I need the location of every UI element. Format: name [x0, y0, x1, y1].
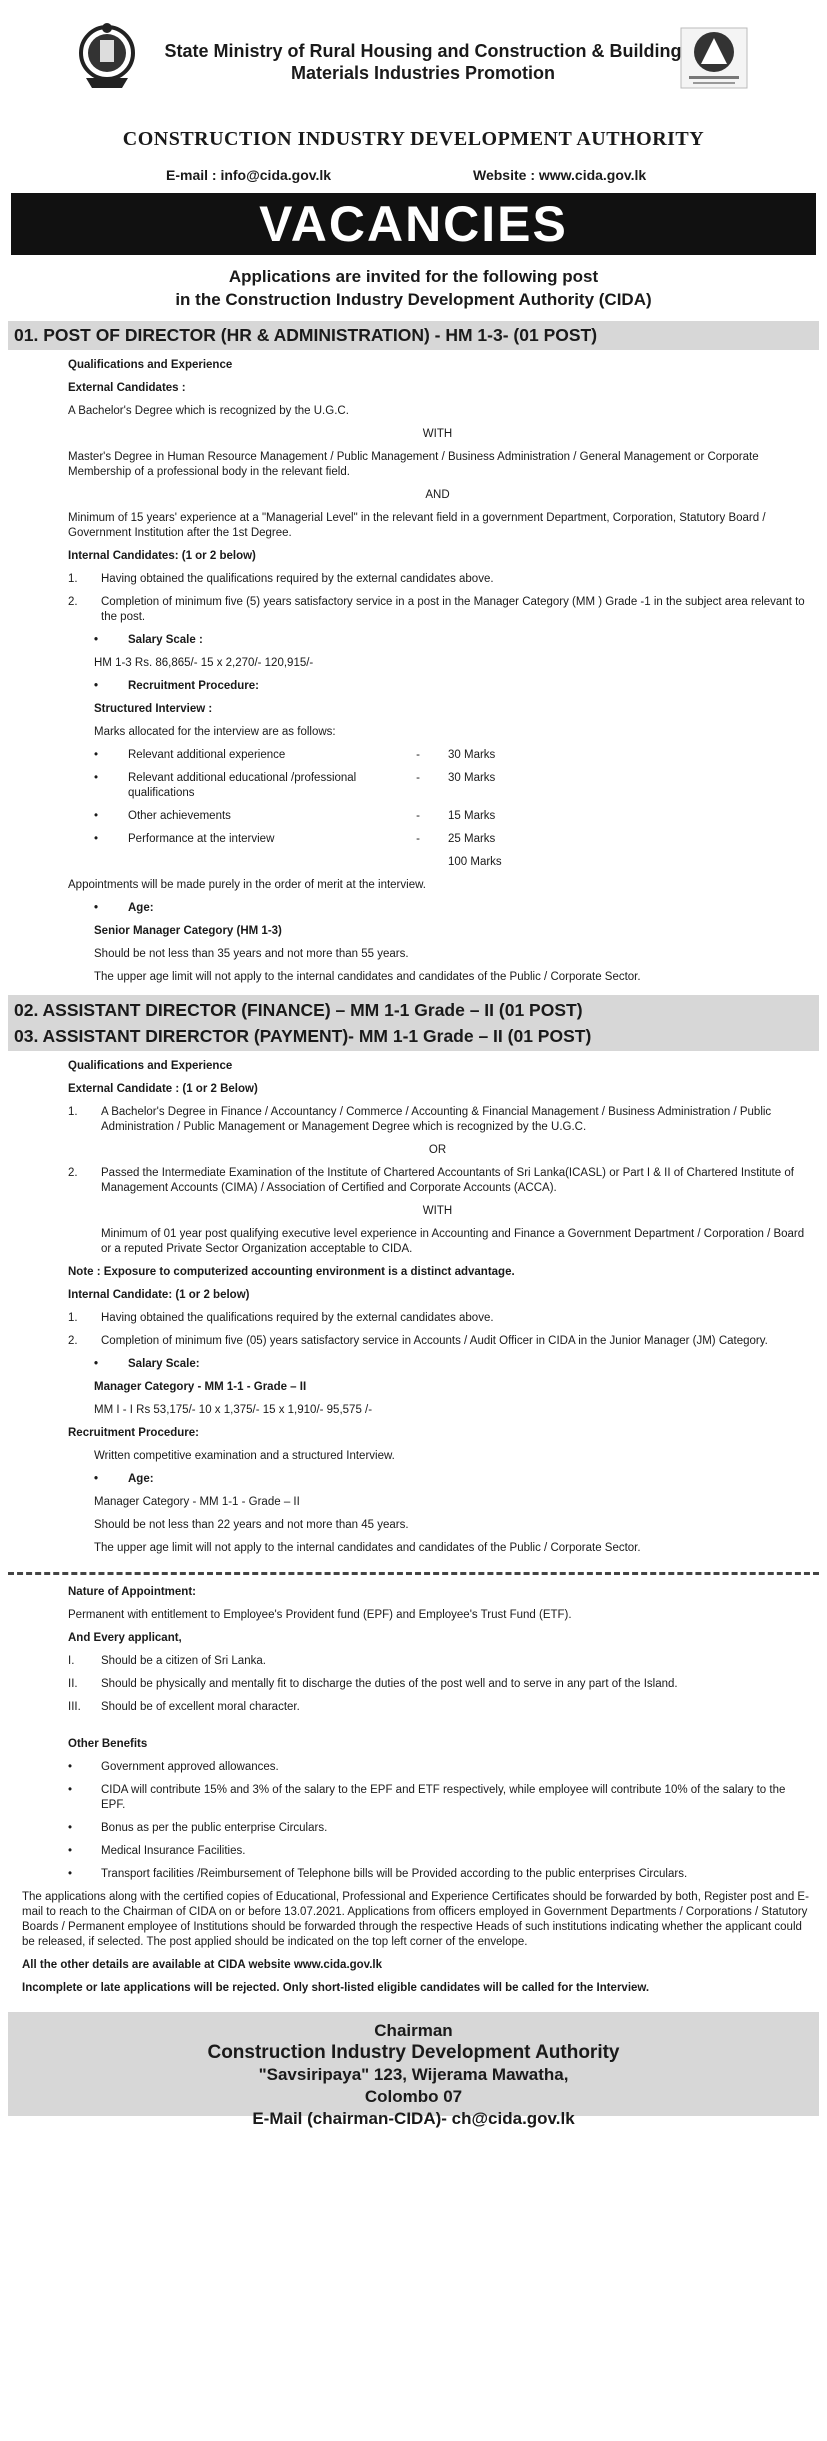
general-section [8, 1585, 819, 1882]
post-1-section [8, 358, 819, 985]
footer-email: E-Mail (chairman-CIDA)- ch@cida.gov.lk [252, 2109, 575, 2128]
ministry-name: State Ministry of Rural Housing and Construction & Building Materials Industries Promotion [164, 41, 682, 83]
incomplete-text: Incomplete or late applications will be rejected. Only short-listed eligible candidates will be called for the Interview. [22, 1982, 650, 1994]
dashed-divider [8, 1572, 819, 1575]
age-heading: • Age: [94, 1473, 154, 1485]
minimum-text: Minimum of 15 years' experience at a "Managerial Level" in the relevant field in a government Department, Corporation, Statutory Board / Government Institution after the 1st Degree. [68, 512, 766, 539]
senior-category: Senior Manager Category (HM 1-3) [94, 925, 282, 937]
external-heading: External Candidates : [68, 382, 186, 394]
appointments-text: Appointments will be made purely in the order of merit at the interview. [68, 879, 426, 891]
nature-text: Permanent with entitlement to Employee's Provident fund (EPF) and Employee's Trust Fund (ETF). [68, 1609, 572, 1621]
internal-heading: Internal Candidates: (1 or 2 below) [68, 550, 256, 562]
qualifications-heading: Qualifications and Experience [68, 359, 233, 371]
with-text: WITH [422, 1205, 453, 1217]
intro-line-2: in the Construction Industry Development Authority (CIDA) [175, 290, 652, 309]
vacancies-banner: VACANCIES [11, 193, 816, 255]
external-heading: External Candidate : (1 or 2 Below) [68, 1083, 258, 1095]
bullet-icon: • [94, 902, 99, 914]
vacancy-notice [8, 6, 819, 2434]
contact-line [8, 163, 819, 193]
list-item: • CIDA will contribute 15% and 3% of the salary to the EPF and ETF respectively, while employee will contribute 10% of the salary to the EPF. [68, 1784, 786, 1811]
apply-text: The applications along with the certified copies of Educational, Professional and Experience Certificates should be forwarded by both, Register post and E- mail to reach to the Chairman of CIDA on or before 13.07.2021. Applications from officers employed in Government Departments / Corporations / Statutory Boards / Permanent employee of Institutions should be forwarded through the respective Heads of such institutions indicating whether the applicant could be released, if selected. The post applied should be indicated on the top left corner of the envelope. [22, 1891, 809, 1948]
bullet-icon: • [94, 634, 99, 646]
intro-text [8, 265, 819, 311]
age-heading: • Age: [94, 902, 154, 914]
footer-authority: Construction Industry Development Authority [207, 2042, 620, 2063]
upper-age-text: The upper age limit will not apply to the internal candidates and candidates of the Public / Corporate Sector. [94, 1542, 641, 1554]
footer [8, 2012, 819, 2128]
marks-row: • Other achievements - 15 Marks [94, 810, 496, 822]
list-item: 1. A Bachelor's Degree in Finance / Accountancy / Commerce / Accounting & Financial Management / Business Administration / Public Administration / Public Management or Management Degree which is recognized by the U.G.C. [68, 1106, 772, 1133]
footer-city: Colombo 07 [364, 2087, 463, 2106]
post-2-section [8, 1059, 819, 1556]
application-instructions [8, 1890, 819, 1996]
salary-text: MM I - I Rs 53,175/- 10 x 1,375/- 15 x 1,910/- 95,575 /- [94, 1404, 373, 1416]
age-text: Should be not less than 35 years and not more than 55 years. [94, 948, 409, 960]
footer-address: "Savsiripaya" 123, Wijerama Mawatha, [258, 2065, 569, 2084]
list-item: 2. Passed the Intermediate Examination of the Institute of Chartered Accountants of Sri Lanka(ICASL) or Part I & II of Chartered Institute of Management Accounts (CIMA) / Association of Certified and Corporate Accounts (ACCA). [68, 1167, 794, 1194]
header [8, 6, 819, 106]
note-text: Note : Exposure to computerized accounting environment is a distinct advantage. [68, 1266, 515, 1278]
recruitment-text: Written competitive examination and a structured Interview. [94, 1450, 395, 1462]
sri-lanka-emblem-icon [78, 20, 136, 90]
list-item: • Government approved allowances. [68, 1761, 279, 1773]
list-item: • Transport facilities /Reimbursement of Telephone bills will be Provided according to the public enterprises Circulars. [68, 1868, 688, 1880]
marks-row: • Relevant additional educational /professional qualifications - 30 Marks [94, 772, 496, 799]
marks-intro: Marks allocated for the interview are as follows: [94, 726, 336, 738]
cida-logo-icon [677, 26, 751, 90]
list-item: 1. Having obtained the qualifications required by the external candidates above. [68, 573, 494, 585]
qualifications-heading: Qualifications and Experience [68, 1060, 233, 1072]
bullet-icon: • [94, 1473, 99, 1485]
footer-chairman: Chairman [374, 2021, 453, 2040]
marks-total: 100 Marks [448, 856, 502, 868]
details-text: All the other details are available at CIDA website www.cida.gov.lk [22, 1959, 383, 1971]
salary-heading: • Salary Scale: [94, 1358, 200, 1370]
intro-line-1: Applications are invited for the following post [228, 267, 599, 286]
minimum-text: Minimum of 01 year post qualifying executive level experience in Accounting and Finance a Government Department / Corporation / Board or a reputed Private Sector Organization acceptable to CIDA. [101, 1228, 805, 1255]
or-text: OR [428, 1144, 447, 1156]
internal-heading: Internal Candidate: (1 or 2 below) [68, 1289, 250, 1301]
email-text: E-mail : info@cida.gov.lk [166, 167, 332, 183]
age-category: Manager Category - MM 1-1 - Grade – II [94, 1496, 300, 1508]
post-3-title-line: 03. ASSISTANT DIRERCTOR (PAYMENT)- MM 1-1 Grade – II (01 POST) [14, 1026, 592, 1046]
list-item: 2. Completion of minimum five (05) years satisfactory service in Accounts / Audit Officer in CIDA in the Junior Manager (JM) Category. [68, 1335, 768, 1347]
structured-interview-heading: Structured Interview : [94, 703, 213, 715]
nature-heading: Nature of Appointment: [68, 1586, 196, 1598]
list-item: III. Should be of excellent moral character. [68, 1701, 300, 1713]
post-2-title [8, 995, 819, 1051]
post-2-title-line: 02. ASSISTANT DIRECTOR (FINANCE) – MM 1-1 Grade – II (01 POST) [14, 1000, 583, 1020]
manager-category: Manager Category - MM 1-1 - Grade – II [94, 1381, 307, 1393]
salary-heading: • Salary Scale : [94, 634, 203, 646]
with-text: WITH [422, 428, 453, 440]
bullet-icon: • [94, 1358, 99, 1370]
benefits-heading: Other Benefits [68, 1738, 148, 1750]
every-applicant-heading: And Every applicant, [68, 1632, 182, 1644]
list-item: II. Should be physically and mentally fit to discharge the duties of the post well and to serve in any part of the Island. [68, 1678, 678, 1690]
bachelor-text: A Bachelor's Degree which is recognized by the U.G.C. [68, 405, 349, 417]
bullet-icon: • [94, 680, 99, 692]
masters-text: Master's Degree in Human Resource Management / Public Management / Business Administration / General Management or Corporate Membership of a professional body in the relevant field. [68, 451, 759, 478]
and-text: AND [425, 489, 450, 501]
marks-row: • Relevant additional experience - 30 Marks [94, 749, 496, 761]
post-1-title: 01. POST OF DIRECTOR (HR & ADMINISTRATION) - HM 1-3- (01 POST) [8, 321, 819, 350]
list-item: • Bonus as per the public enterprise Circulars. [68, 1822, 328, 1834]
list-item: 1. Having obtained the qualifications required by the external candidates above. [68, 1312, 494, 1324]
recruitment-heading: Recruitment Procedure: [68, 1427, 200, 1439]
marks-row: • Performance at the interview - 25 Marks [94, 833, 496, 845]
recruitment-heading: • Recruitment Procedure: [94, 680, 260, 692]
list-item: • Medical Insurance Facilities. [68, 1845, 246, 1857]
list-item: I. Should be a citizen of Sri Lanka. [68, 1655, 266, 1667]
age-text: Should be not less than 22 years and not more than 45 years. [94, 1519, 409, 1531]
salary-text: HM 1-3 Rs. 86,865/- 15 x 2,270/- 120,915/- [94, 657, 314, 669]
upper-age-text: The upper age limit will not apply to the internal candidates and candidates of the Public / Corporate Sector. [94, 971, 641, 983]
marks-table [68, 748, 807, 870]
list-item: 2. Completion of minimum five (5) years satisfactory service in a post in the Manager Category (MM ) Grade -1 in the subject area relevant to the post. [68, 596, 805, 623]
authority-name: CONSTRUCTION INDUSTRY DEVELOPMENT AUTHORITY [122, 128, 705, 150]
website-text: Website : www.cida.gov.lk [473, 167, 647, 183]
